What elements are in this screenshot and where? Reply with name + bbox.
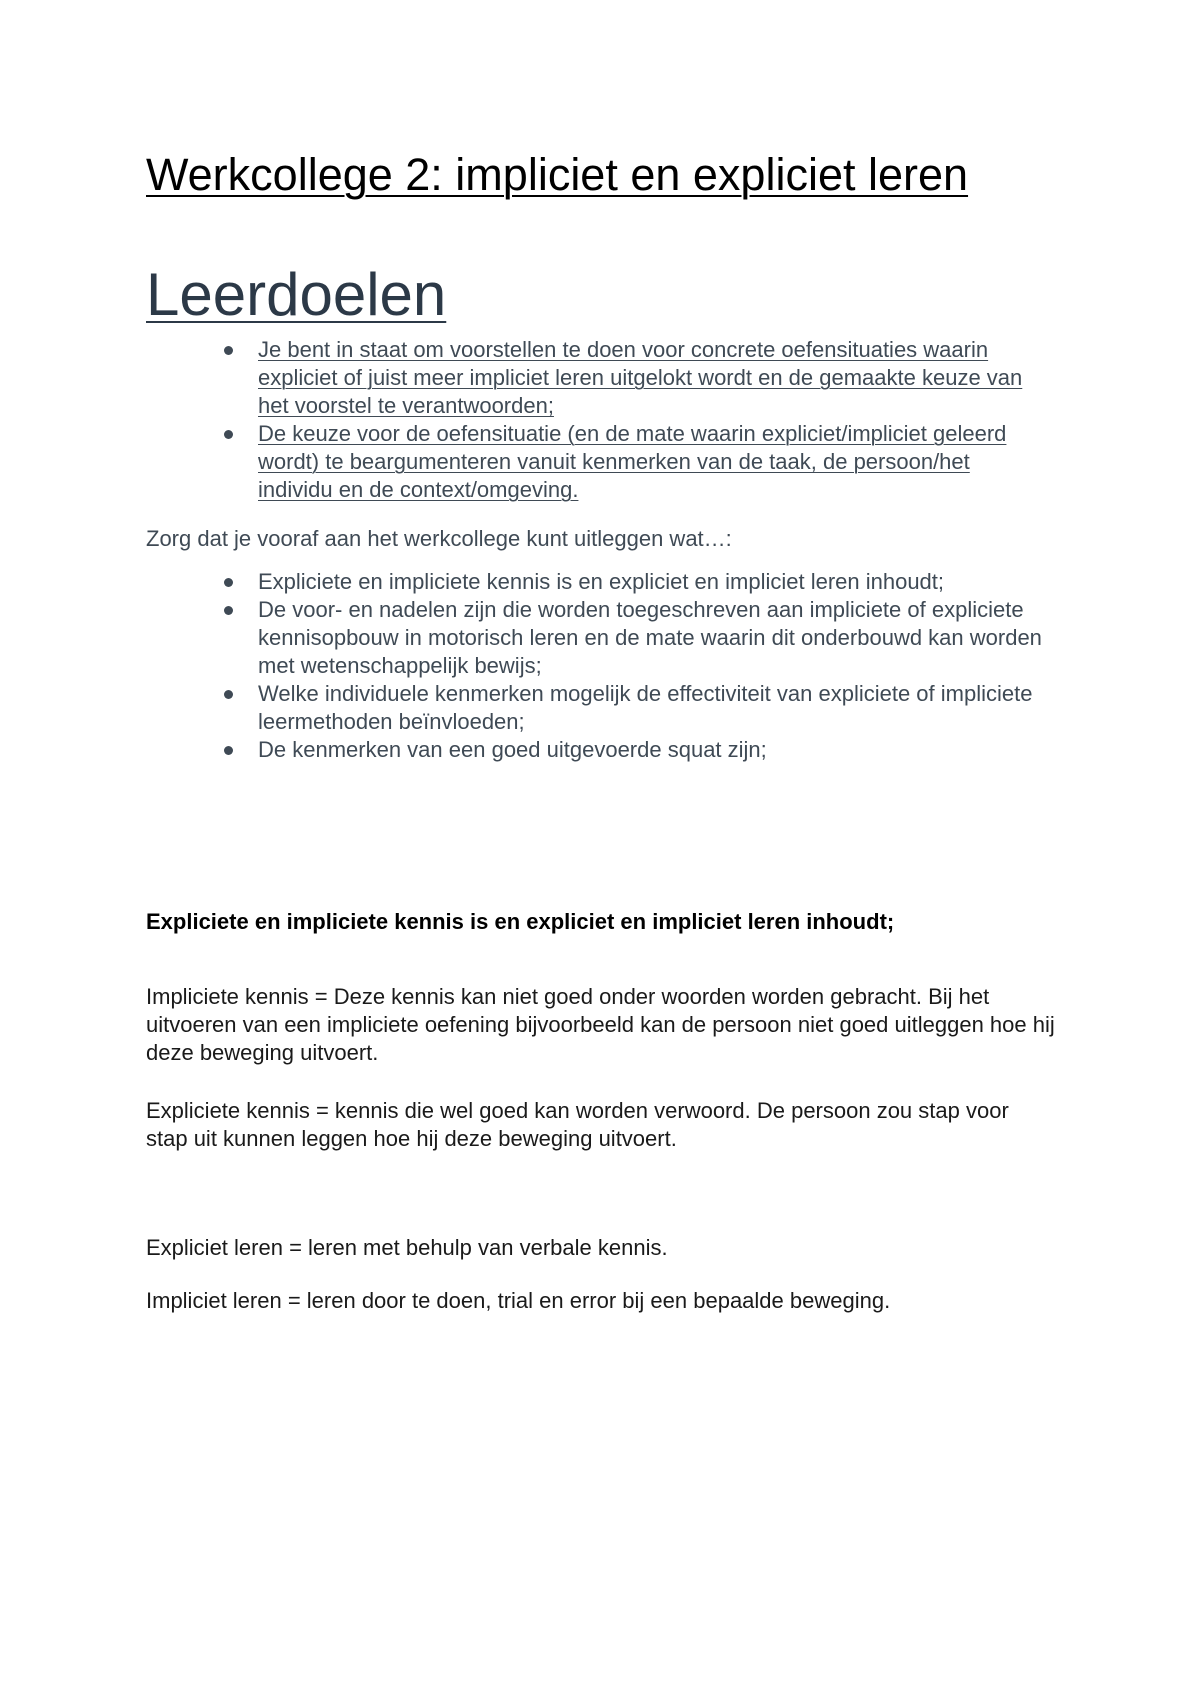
bullet-icon: [224, 746, 233, 755]
bullet-icon: [224, 430, 233, 439]
bullet-icon: [224, 690, 233, 699]
definition-implicit-learning: Impliciet leren = leren door te doen, trial en error bij een bepaalde beweging.: [146, 1288, 891, 1313]
list-item: [146, 596, 1046, 680]
intro-text: Zorg dat je vooraf aan het werkcollege kunt uitleggen wat…:: [146, 526, 732, 551]
list-item: [146, 568, 1046, 596]
bullet-icon: [224, 578, 233, 587]
list-item: [146, 336, 1046, 420]
definition-explicit-knowledge: Expliciete kennis = kennis die wel goed kan worden verwoord. De persoon zou stap voor stap uit kunnen leggen hoe hij deze beweging uitvoert.: [146, 1098, 1009, 1151]
definition-explicit-learning: Expliciet leren = leren met behulp van verbale kennis.: [146, 1235, 668, 1260]
document-title: Werkcollege 2: impliciet en expliciet leren: [146, 149, 969, 200]
learning-goals-list: [146, 336, 1046, 504]
learning-goal-text: Je bent in staat om voorstellen te doen voor concrete oefensituaties waarin expliciet of juist meer impliciet leren uitgelokt wordt en de gemaakte keuze van het voorstel te verantwoorden;: [258, 337, 1023, 418]
list-item: [146, 736, 1046, 764]
preparation-item-text: De voor- en nadelen zijn die worden toegeschreven aan impliciete of expliciete kennisopbouw in motorisch leren en de mate waarin dit onderbouwd kan worden met wetenschappelijk bewijs;: [258, 597, 1042, 678]
preparation-list: [146, 568, 1046, 764]
preparation-item-text: De kenmerken van een goed uitgevoerde squat zijn;: [258, 737, 767, 762]
section-heading-leerdoelen: Leerdoelen: [146, 261, 447, 328]
learning-goal-text: De keuze voor de oefensituatie (en de mate waarin expliciet/impliciet geleerd wordt) te beargumenteren vanuit kenmerken van de taak, de persoon/het individu en de context/omgeving.: [258, 421, 1007, 502]
bullet-icon: [224, 606, 233, 615]
bullet-icon: [224, 346, 233, 355]
preparation-item-text: Welke individuele kenmerken mogelijk de effectiviteit van expliciete of impliciete leermethoden beïnvloeden;: [258, 681, 1033, 734]
preparation-item-text: Expliciete en impliciete kennis is en expliciet en impliciet leren inhoudt;: [258, 569, 945, 594]
definition-implicit-knowledge: Impliciete kennis = Deze kennis kan niet goed onder woorden worden gebracht. Bij het uitvoeren van een impliciete oefening bijvoorbeeld kan de persoon niet goed uitleggen hoe hij deze beweging uitvoert.: [146, 984, 1055, 1065]
subheading: Expliciete en impliciete kennis is en expliciet en impliciet leren inhoudt;: [146, 909, 895, 934]
list-item: [146, 420, 1046, 504]
list-item: [146, 680, 1046, 736]
